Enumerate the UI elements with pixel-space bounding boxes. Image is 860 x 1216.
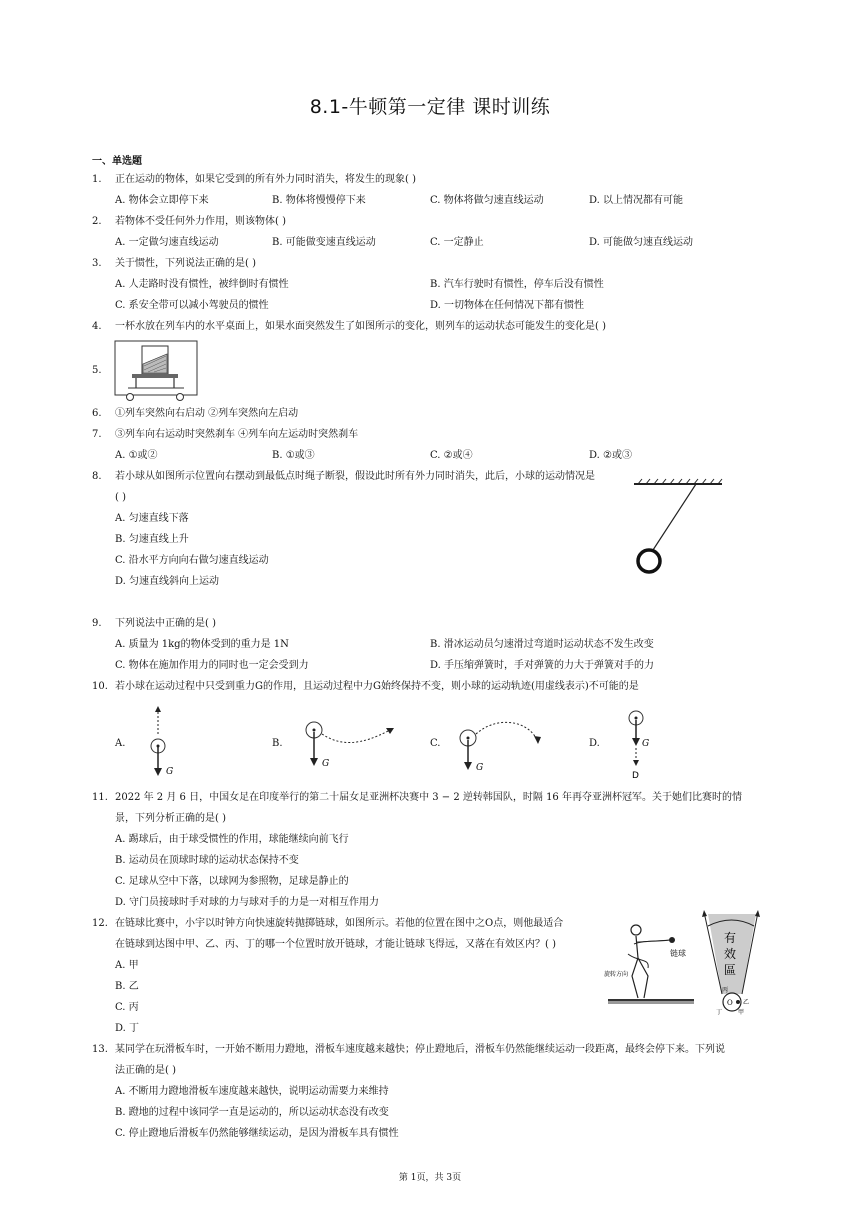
gravity-label: G	[642, 739, 650, 749]
option-b: B. 可能做变速直线运动	[272, 237, 376, 248]
option-d: D. 丁	[115, 1023, 140, 1034]
question-paren: ( )	[115, 492, 126, 503]
question-number: 4.	[92, 321, 102, 332]
question-number: 8.	[92, 471, 102, 482]
question-stem: 在链球比赛中，小宇以时钟方向快速旋转抛掷链球，如图所示。若他的位置在图中之O点，则他最适合	[115, 918, 564, 929]
zone-label: 效	[724, 947, 737, 961]
option-b: B. 蹬地的过程中该同学一直是运动的，所以运动状态没有改变	[115, 1107, 389, 1118]
option-a: A. 踢球后，由于球受惯性的作用，球能继续向前飞行	[115, 834, 349, 845]
option-a: A. 人走路时没有惯性，被绊倒时有惯性	[115, 279, 289, 290]
option-d: D. 守门员接球时手对球的力与球对手的力是一对相互作用力	[115, 897, 380, 908]
train-cup-figure	[114, 340, 198, 402]
question-number: 6.	[92, 408, 102, 419]
zone-label: 區	[724, 963, 737, 977]
option-c: C. 足球从空中下落，以球网为参照物，足球是静止的	[115, 876, 349, 887]
option-a: A. 不断用力蹬地滑板车速度越来越快，说明运动需要力来维持	[115, 1086, 389, 1097]
question-text: ①列车突然向右启动 ②列车突然向左启动	[115, 408, 299, 419]
option-c: C. 物体在施加作用力的同时也一定会受到力	[115, 660, 309, 671]
question-number: 13.	[92, 1044, 108, 1055]
option-c: C. 一定静止	[430, 237, 484, 248]
question-number: 12.	[92, 918, 108, 929]
option-d: D. 可能做匀速直线运动	[589, 237, 694, 248]
question-number: 2.	[92, 216, 102, 227]
question-stem: 若小球从如图所示位置向右摆动到最低点时绳子断裂，假设此时所有外力同时消失，此后，小球的运动情况是	[115, 471, 595, 482]
option-b: B. 滑冰运动员匀速滑过弯道时运动状态不发生改变	[430, 639, 654, 650]
option-d: D. 手压缩弹簧时，手对弹簧的力大于弹簧对手的力	[430, 660, 655, 671]
position-label: 丁	[716, 1009, 723, 1016]
option-d: D. 一切物体在任何情况下都有惯性	[430, 300, 585, 311]
question-stem: 一杯水放在列车内的水平桌面上，如果水面突然发生了如图所示的变化，则列车的运动状态可能发生的变化是( )	[115, 321, 606, 332]
page-title: 8.1-牛顿第一定律 课时训练	[309, 96, 551, 118]
gravity-label: G	[476, 763, 484, 773]
option-b: B. 汽车行驶时有惯性，停车后没有惯性	[430, 279, 604, 290]
question-number: 11.	[92, 792, 108, 803]
question-stem: 某同学在玩滑板车时，一开始不断用力蹬地，滑板车速度越来越快；停止蹬地后，滑板车仍然能继续运动一段距离，最终会停下来。下列说	[115, 1044, 725, 1055]
page-footer: 第 1页，共 3页	[398, 1173, 462, 1183]
option-a: A. ①或②	[115, 450, 158, 461]
pendulum-figure	[628, 478, 726, 582]
hammer-label: 链球	[670, 949, 686, 958]
trajectory-figure-a	[140, 706, 180, 780]
option-c: C.	[430, 738, 441, 749]
option-b: B. 运动员在顶球时球的运动状态保持不变	[115, 855, 299, 866]
question-stem: 关于惯性，下列说法正确的是( )	[115, 258, 256, 269]
option-b: B. 物体将慢慢停下来	[272, 195, 366, 206]
option-a: A. 匀速直线下落	[115, 513, 189, 524]
option-b: B. 匀速直线上升	[115, 534, 189, 545]
question-number: 9.	[92, 618, 102, 629]
option-c: C. 沿水平方向向右做匀速直线运动	[115, 555, 269, 566]
position-label: 乙	[743, 999, 750, 1006]
option-c: C. 系安全带可以减小驾驶员的惯性	[115, 300, 269, 311]
section-heading: 一、单选题	[92, 156, 142, 167]
option-d: D. 匀速直线斜向上运动	[115, 576, 220, 587]
position-label: 甲	[738, 1009, 745, 1016]
question-number: 5.	[92, 365, 102, 376]
option-b: B. 乙	[115, 981, 139, 992]
question-stem: 下列说法中正确的是( )	[115, 618, 216, 629]
center-o-label: O	[727, 999, 733, 1007]
question-stem-cont: 在链球到达图中甲、乙、丙、丁的哪一个位置时放开链球，才能让链球飞得远，又落在有效区内？( )	[115, 939, 556, 950]
option-a: A. 质量为 1kg的物体受到的重力是 1N	[115, 639, 289, 650]
question-stem: 若物体不受任何外力作用，则该物体( )	[115, 216, 286, 227]
trajectory-figure-b	[300, 716, 410, 776]
option-b: B. ①或③	[272, 450, 315, 461]
question-stem-cont: 法正确的是( )	[115, 1065, 176, 1076]
question-stem: 正在运动的物体，如果它受到的所有外力同时消失，将发生的现象( )	[115, 174, 416, 185]
option-c: C. 物体将做匀速直线运动	[430, 195, 544, 206]
option-a: A. 一定做匀速直线运动	[115, 237, 219, 248]
gravity-label: G	[322, 759, 330, 769]
question-number: 3.	[92, 258, 102, 269]
option-c: C. 丙	[115, 1002, 139, 1013]
question-number: 10.	[92, 681, 108, 692]
option-a: A. 甲	[115, 960, 139, 971]
question-stem-cont: 景，下列分析正确的是( )	[115, 813, 226, 824]
position-label: 丙	[722, 987, 729, 994]
option-d: D. ②或③	[589, 450, 632, 461]
option-c: C. 停止蹬地后滑板车仍然能够继续运动，是因为滑板车具有惯性	[115, 1128, 399, 1139]
gravity-label: G	[166, 767, 174, 777]
option-b: B.	[272, 738, 283, 749]
option-a: A. 物体会立即停下来	[115, 195, 209, 206]
option-c: C. ②或④	[430, 450, 473, 461]
zone-label: 有	[724, 931, 737, 945]
option-a: A.	[115, 738, 126, 749]
question-stem: 2022 年 2 月 6 日，中国女足在印度举行的第二十届女足亚洲杯决赛中 3 − 2 逆转韩国队，时隔 16 年再夺亚洲杯冠军。关于她们比赛时的情	[115, 792, 742, 803]
question-number: 7.	[92, 429, 102, 440]
option-d: D.	[589, 738, 600, 749]
hammer-throw-figure	[604, 910, 760, 1016]
trajectory-figure-c	[456, 716, 556, 776]
option-d: D. 以上情况都有可能	[589, 195, 684, 206]
question-text: ③列车向右运动时突然刹车 ④列车向左运动时突然刹车	[115, 429, 359, 440]
rotation-label: 旋转方向	[604, 971, 629, 978]
d-label: D	[632, 771, 639, 780]
question-stem: 若小球在运动过程中只受到重力G的作用，且运动过程中力G始终保持不变，则小球的运动轨迹(用虚线表示)不可能的是	[115, 681, 639, 692]
question-number: 1.	[92, 174, 102, 185]
trajectory-figure-d	[620, 706, 664, 780]
